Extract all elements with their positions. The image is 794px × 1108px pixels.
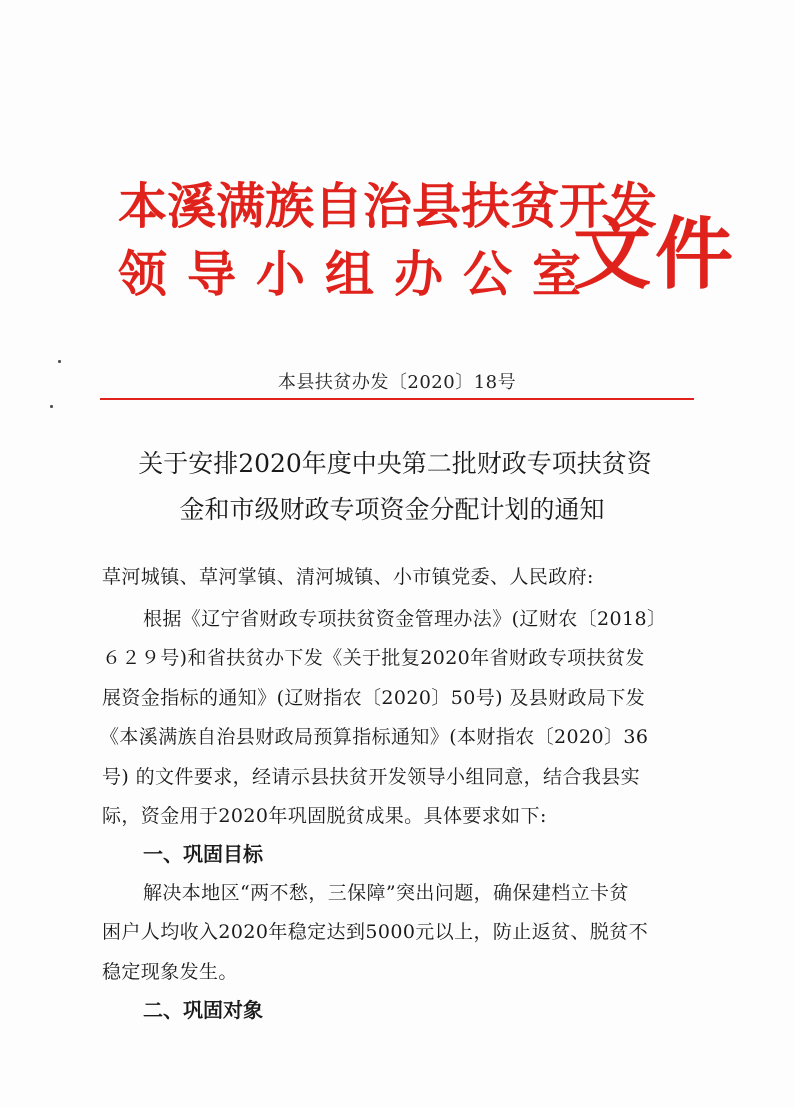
paragraph-line: 解决本地区“两不愁，三保障”突出问题，确保建档立卡贫 xyxy=(143,882,629,904)
paragraph-line: 稳定现象发生。 xyxy=(102,961,238,983)
paragraph-line: 际，资金用于2020年巩固脱贫成果。具体要求如下: xyxy=(102,805,547,827)
paragraph-line: 展资金指标的通知》(辽财指农〔2020〕50号) 及县财政局下发 xyxy=(102,687,646,709)
red-divider-line xyxy=(100,398,694,400)
paragraph-line: 困户人均收入2020年稳定达到5000元以上，防止返贫、脱贫不 xyxy=(102,921,649,943)
paragraph-line: ６２９号)和省扶贫办下发《关于批复2020年省财政专项扶贫发 xyxy=(102,647,645,669)
paragraph-line: 根据《辽宁省财政专项扶贫资金管理办法》(辽财农〔2018〕 xyxy=(143,608,667,630)
document-title-line-1: 关于安排2020年度中央第二批财政专项扶贫资 xyxy=(138,449,652,478)
scan-speck xyxy=(58,360,61,363)
paragraph-line: 《本溪满族自治县财政局预算指标通知》(本财指农〔2020〕36 xyxy=(100,726,649,748)
section-heading: 二、巩固对象 xyxy=(143,998,263,1022)
issuing-office-line-2: 领导小组办公室 xyxy=(118,245,602,303)
document-title-line-2: 金和市级财政专项资金分配计划的通知 xyxy=(179,495,605,524)
document-label: 文件 xyxy=(573,209,738,300)
section-heading: 一、巩固目标 xyxy=(143,842,263,866)
issuing-office-line-1: 本溪满族自治县扶贫开发 xyxy=(118,177,658,235)
paragraph-line: 号) 的文件要求，经请示县扶贫开发领导小组同意，结合我县实 xyxy=(102,766,641,788)
scan-speck xyxy=(50,405,53,408)
document-number: 本县扶贫办发〔2020〕18号 xyxy=(277,372,517,393)
addressees: 草河城镇、草河掌镇、清河城镇、小市镇党委、人民政府: xyxy=(102,566,594,588)
